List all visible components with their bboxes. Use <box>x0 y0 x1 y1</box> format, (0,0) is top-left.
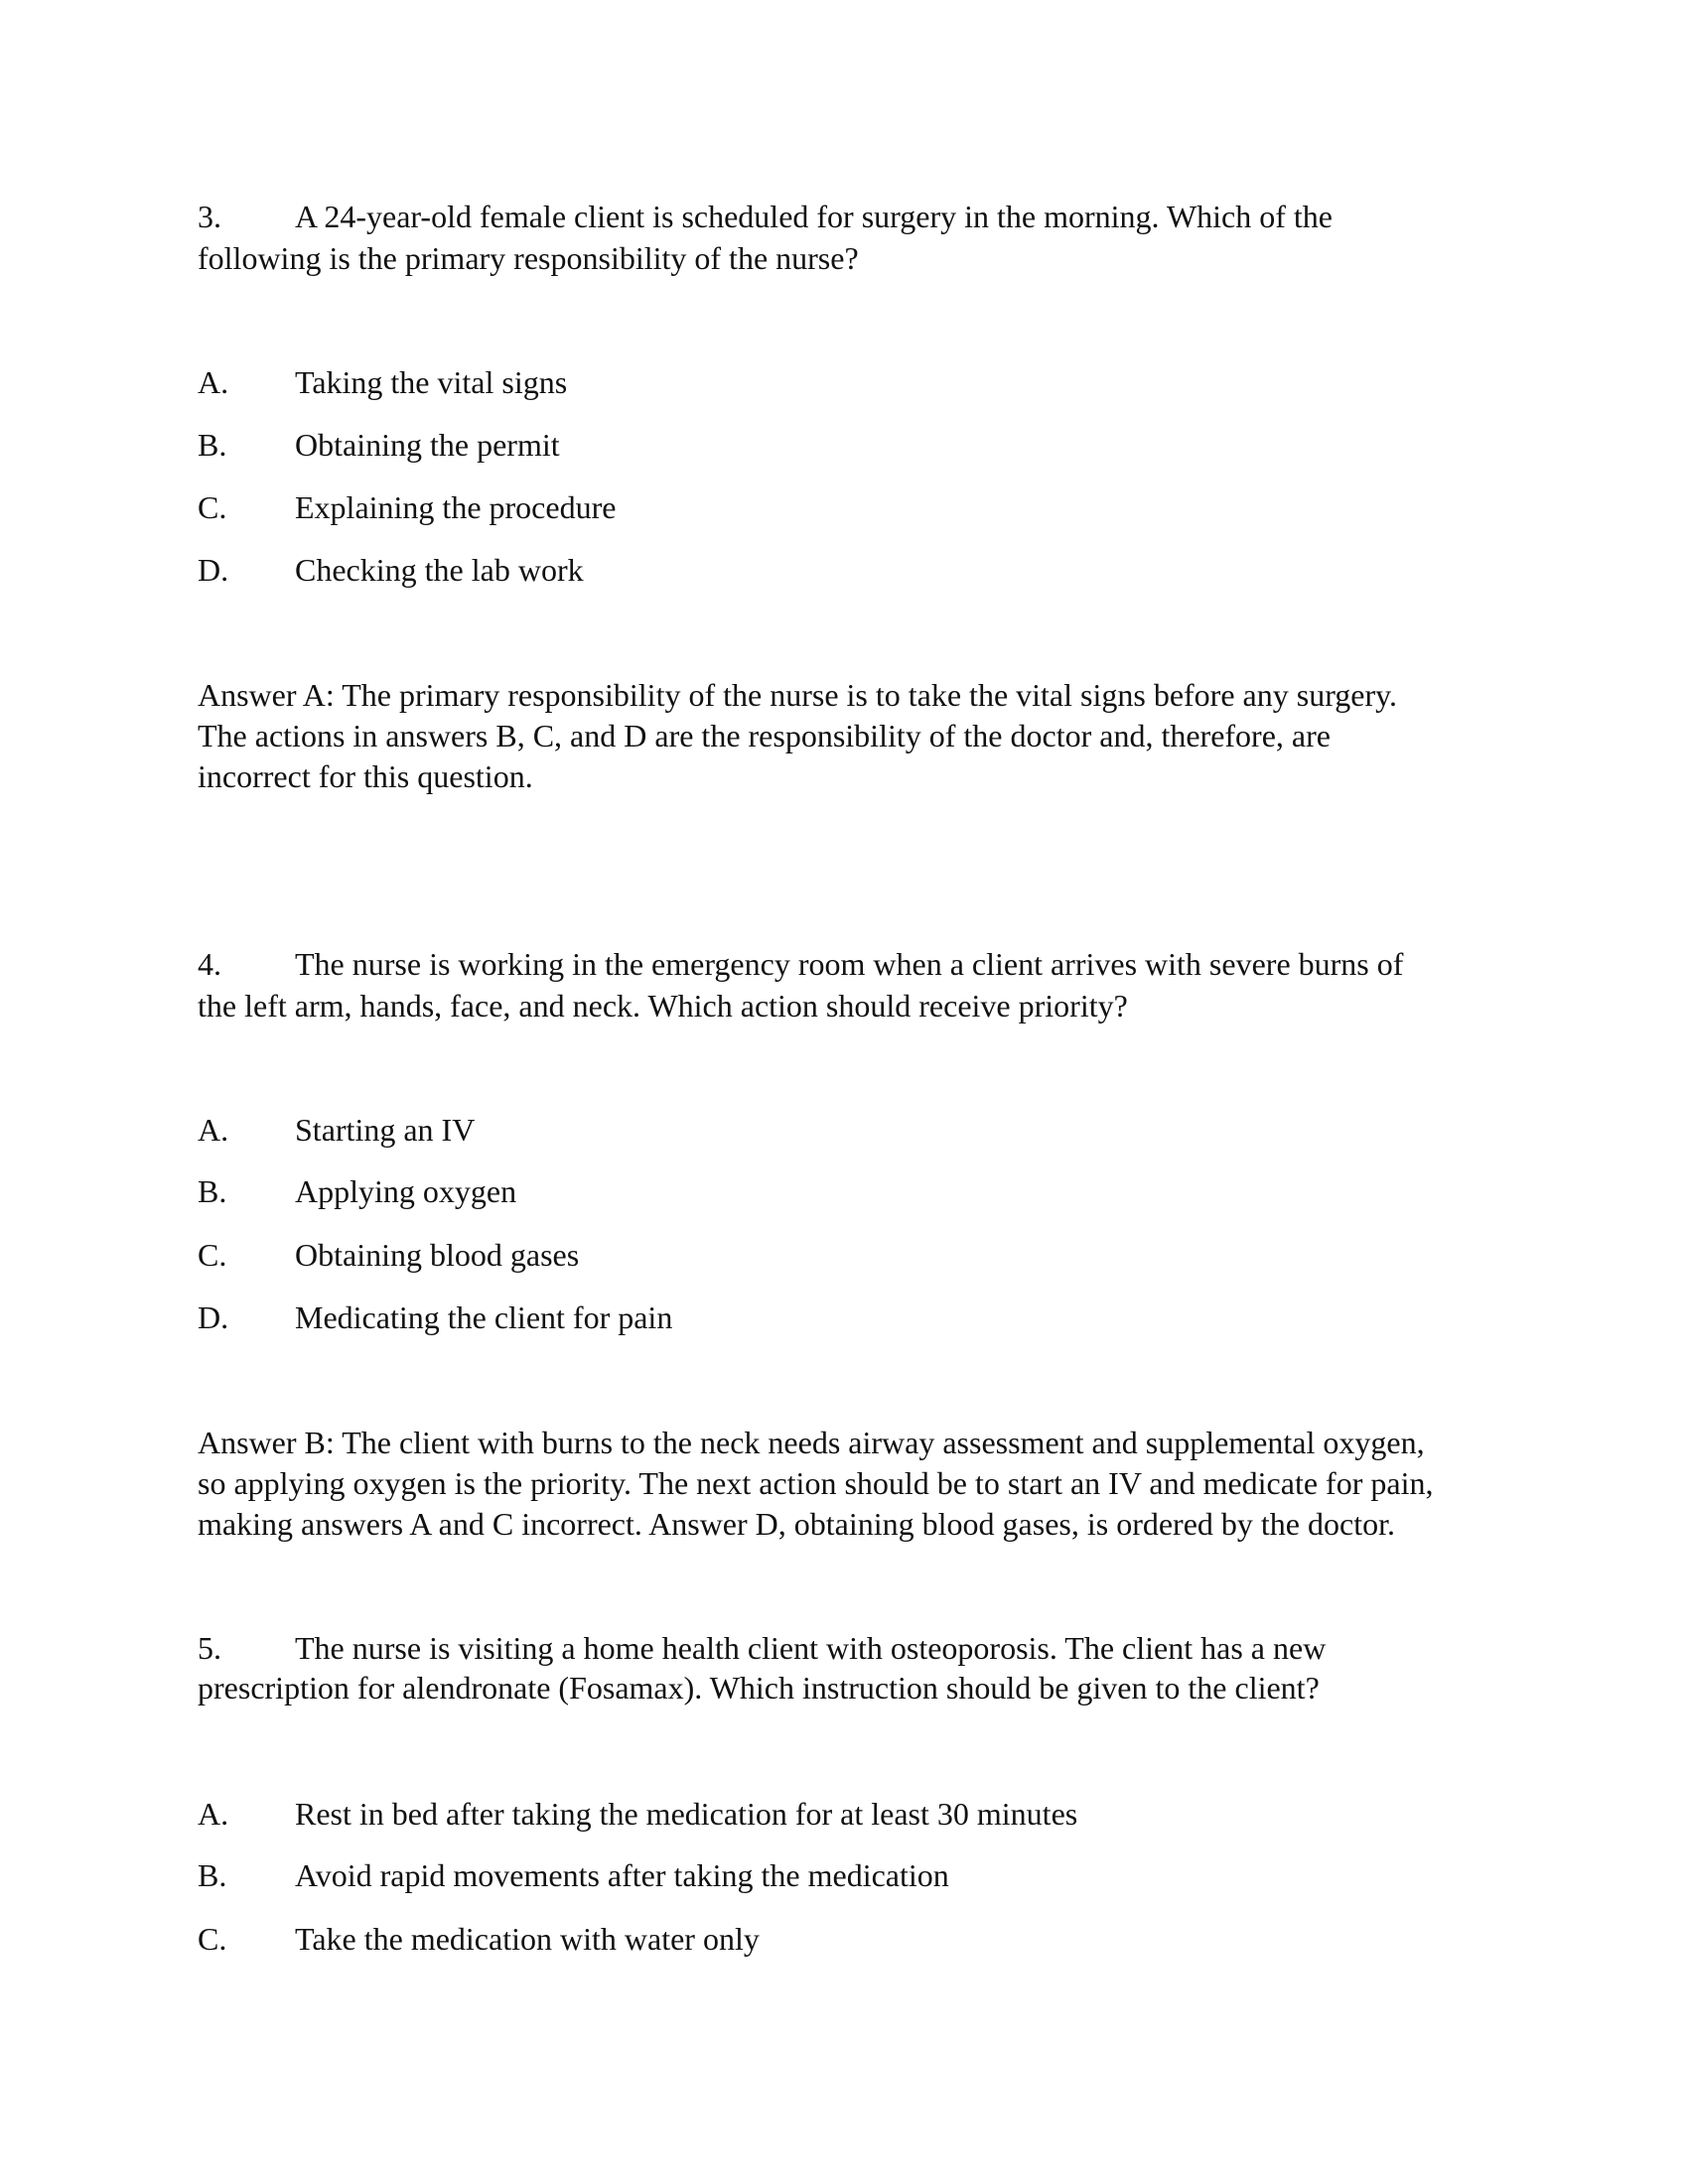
option-letter: B. <box>198 1173 227 1209</box>
question-number: 4. <box>198 946 221 982</box>
option-text: Checking the lab work <box>295 552 584 588</box>
stem-text: A 24-year-old female client is scheduled for surgery in the morning. Which of the <box>295 199 1333 234</box>
option-text: Avoid rapid movements after taking the medication <box>295 1857 949 1893</box>
option-letter: B. <box>198 1857 227 1893</box>
option-letter: A. <box>198 1796 229 1832</box>
question-3-stem-line-1 <box>198 197 1333 237</box>
option-letter: A. <box>198 364 229 400</box>
question-5-option-c <box>198 1919 760 1960</box>
stem-text: The nurse is visiting a home health client with osteoporosis. The client has a new <box>295 1630 1327 1666</box>
question-number: 5. <box>198 1630 221 1666</box>
option-text: Applying oxygen <box>295 1173 517 1209</box>
question-5-option-b <box>198 1855 949 1896</box>
option-text: Obtaining the permit <box>295 427 560 463</box>
question-5-option-a <box>198 1794 1077 1835</box>
option-text: Starting an IV <box>295 1112 476 1148</box>
option-letter: C. <box>198 1921 227 1957</box>
option-text: Taking the vital signs <box>295 364 568 400</box>
question-4-option-c <box>198 1235 579 1276</box>
question-3-answer-line-3: incorrect for this question. <box>198 758 533 794</box>
question-5-stem-line-1 <box>198 1628 1326 1669</box>
question-3-option-b <box>198 425 560 466</box>
option-letter: C. <box>198 1237 227 1273</box>
question-3-option-a <box>198 362 567 403</box>
option-letter: C. <box>198 489 227 525</box>
question-4-option-a <box>198 1110 475 1151</box>
question-4-stem-line-1 <box>198 944 1403 985</box>
option-letter: D. <box>198 1299 229 1335</box>
stem-text: The nurse is working in the emergency room when a client arrives with severe burns of <box>295 946 1404 982</box>
question-4-option-d <box>198 1297 672 1338</box>
option-text: Obtaining blood gases <box>295 1237 580 1273</box>
question-3-stem-line-2: following is the primary responsibility of the nurse? <box>198 240 859 276</box>
option-letter: D. <box>198 552 229 588</box>
question-3-answer-line-2: The actions in answers B, C, and D are the responsibility of the doctor and, therefore, are <box>198 718 1331 753</box>
option-text: Rest in bed after taking the medication for at least 30 minutes <box>295 1796 1078 1832</box>
question-5-stem-line-2: prescription for alendronate (Fosamax). Which instruction should be given to the client? <box>198 1670 1320 1706</box>
question-3-answer-line-1: Answer A: The primary responsibility of the nurse is to take the vital signs before any surgery. <box>198 677 1398 713</box>
question-4-stem-line-2: the left arm, hands, face, and neck. Which action should receive priority? <box>198 988 1128 1024</box>
question-4-option-b <box>198 1171 516 1212</box>
option-letter: B. <box>198 427 227 463</box>
option-text: Medicating the client for pain <box>295 1299 673 1335</box>
question-4-answer-line-2: so applying oxygen is the priority. The next action should be to start an IV and medicate for pain, <box>198 1465 1434 1501</box>
question-4-answer-line-1: Answer B: The client with burns to the neck needs airway assessment and supplemental oxygen, <box>198 1425 1425 1460</box>
question-3-option-d <box>198 550 584 591</box>
question-3-option-c <box>198 487 616 528</box>
option-text: Explaining the procedure <box>295 489 617 525</box>
question-4-answer-line-3: making answers A and C incorrect. Answer D, obtaining blood gases, is ordered by the doctor. <box>198 1506 1395 1542</box>
question-number: 3. <box>198 199 221 234</box>
option-letter: A. <box>198 1112 229 1148</box>
option-text: Take the medication with water only <box>295 1921 760 1957</box>
